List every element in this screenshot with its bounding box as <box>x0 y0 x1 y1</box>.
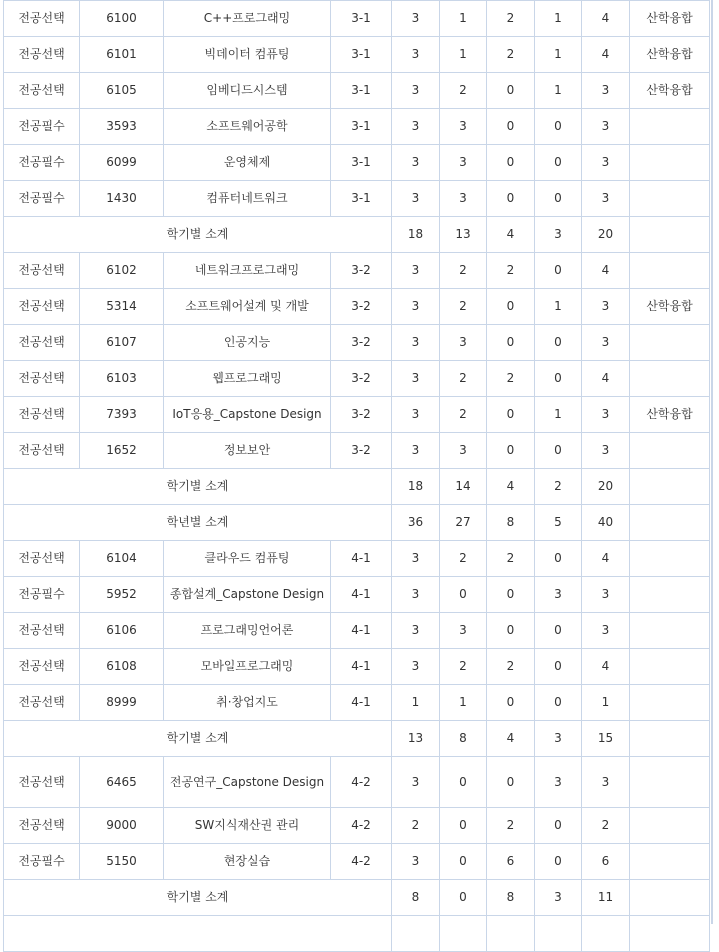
course-value-c4: 0 <box>535 253 582 289</box>
course-value-c5: 3 <box>582 181 630 217</box>
course-value-c2: 2 <box>440 649 487 685</box>
course-code: 6100 <box>80 1 164 37</box>
course-row <box>4 37 710 73</box>
course-type: 전공선택 <box>4 73 80 109</box>
course-value-c5: 3 <box>582 757 630 808</box>
course-term: 4-1 <box>331 613 392 649</box>
subtotal-value-c3: 8 <box>487 880 535 916</box>
course-name: SW지식재산권 관리 <box>164 808 331 844</box>
course-value-c2: 0 <box>440 844 487 880</box>
course-name: 정보보안 <box>164 433 331 469</box>
course-value-c2: 0 <box>440 757 487 808</box>
course-term: 3-2 <box>331 253 392 289</box>
course-value-c1: 3 <box>392 361 440 397</box>
course-term: 4-2 <box>331 844 392 880</box>
subtotal-row <box>4 721 710 757</box>
course-term: 3-1 <box>331 37 392 73</box>
course-value-c1: 3 <box>392 73 440 109</box>
course-value-c3: 2 <box>487 808 535 844</box>
course-value-c5: 4 <box>582 37 630 73</box>
course-value-c1: 3 <box>392 253 440 289</box>
course-row <box>4 73 710 109</box>
course-name: 전공연구_Capstone Design <box>164 757 331 808</box>
course-name: 임베디드시스템 <box>164 73 331 109</box>
subtotal-value-c2: 8 <box>440 721 487 757</box>
course-value-c5: 4 <box>582 541 630 577</box>
subtotal-label: 학년별 소계 <box>4 505 392 541</box>
course-value-c5: 3 <box>582 109 630 145</box>
course-value-c2: 3 <box>440 325 487 361</box>
subtotal-value-c3: 4 <box>487 469 535 505</box>
course-value-c2: 1 <box>440 1 487 37</box>
subtotal-value-c2: 0 <box>440 880 487 916</box>
subtotal-row <box>4 217 710 253</box>
course-name: 취·창업지도 <box>164 685 331 721</box>
course-value-c4: 0 <box>535 649 582 685</box>
course-value-c2: 0 <box>440 577 487 613</box>
subtotal-value-c4: 3 <box>535 721 582 757</box>
subtotal-value-c5: 11 <box>582 880 630 916</box>
course-name: 네트워크프로그래밍 <box>164 253 331 289</box>
course-value-c2: 3 <box>440 613 487 649</box>
course-term: 4-2 <box>331 757 392 808</box>
course-note: 산학융합 <box>630 73 710 109</box>
subtotal-value-c5: 15 <box>582 721 630 757</box>
course-value-c2: 1 <box>440 685 487 721</box>
course-type: 전공필수 <box>4 145 80 181</box>
course-value-c1: 3 <box>392 433 440 469</box>
course-value-c4: 0 <box>535 685 582 721</box>
course-term: 4-1 <box>331 685 392 721</box>
course-code: 1652 <box>80 433 164 469</box>
subtotal-note <box>630 469 710 505</box>
course-note: 산학융합 <box>630 397 710 433</box>
course-code: 6106 <box>80 613 164 649</box>
course-value-c2: 2 <box>440 361 487 397</box>
course-term: 3-2 <box>331 397 392 433</box>
subtotal-row <box>4 880 710 916</box>
course-value-c3: 0 <box>487 757 535 808</box>
course-code: 5952 <box>80 577 164 613</box>
course-value-c5: 3 <box>582 577 630 613</box>
course-value-c4: 0 <box>535 109 582 145</box>
course-value-c1: 3 <box>392 109 440 145</box>
subtotal-value-c1: 18 <box>392 217 440 253</box>
course-value-c5: 3 <box>582 433 630 469</box>
course-term: 4-1 <box>331 541 392 577</box>
course-value-c3: 0 <box>487 397 535 433</box>
course-type: 전공선택 <box>4 757 80 808</box>
course-value-c5: 3 <box>582 397 630 433</box>
curriculum-table <box>3 0 710 952</box>
course-value-c3: 0 <box>487 613 535 649</box>
curriculum-table-wrapper <box>3 0 709 952</box>
course-code: 6099 <box>80 145 164 181</box>
course-name: 종합설계_Capstone Design <box>164 577 331 613</box>
course-value-c1: 3 <box>392 649 440 685</box>
empty-cell <box>440 916 487 952</box>
course-term: 3-1 <box>331 109 392 145</box>
course-value-c2: 2 <box>440 541 487 577</box>
course-term: 3-2 <box>331 289 392 325</box>
course-row <box>4 649 710 685</box>
subtotal-value-c4: 3 <box>535 880 582 916</box>
course-value-c1: 3 <box>392 325 440 361</box>
course-name: 프로그래밍언어론 <box>164 613 331 649</box>
course-type: 전공선택 <box>4 1 80 37</box>
course-value-c2: 3 <box>440 433 487 469</box>
course-name: IoT응용_Capstone Design <box>164 397 331 433</box>
course-code: 7393 <box>80 397 164 433</box>
subtotal-value-c4: 5 <box>535 505 582 541</box>
course-value-c2: 3 <box>440 109 487 145</box>
course-term: 3-1 <box>331 145 392 181</box>
subtotal-value-c3: 4 <box>487 217 535 253</box>
course-value-c1: 3 <box>392 1 440 37</box>
course-type: 전공선택 <box>4 808 80 844</box>
subtotal-value-c1: 8 <box>392 880 440 916</box>
course-value-c5: 4 <box>582 361 630 397</box>
subtotal-label: 학기별 소계 <box>4 217 392 253</box>
course-value-c5: 3 <box>582 289 630 325</box>
empty-cell <box>535 916 582 952</box>
course-value-c4: 3 <box>535 577 582 613</box>
course-value-c1: 3 <box>392 613 440 649</box>
course-row <box>4 109 710 145</box>
course-note <box>630 577 710 613</box>
course-value-c5: 4 <box>582 1 630 37</box>
course-value-c1: 3 <box>392 541 440 577</box>
course-value-c3: 0 <box>487 73 535 109</box>
course-note <box>630 109 710 145</box>
course-name: 소프트웨어공학 <box>164 109 331 145</box>
course-type: 전공필수 <box>4 181 80 217</box>
course-value-c1: 3 <box>392 289 440 325</box>
course-value-c3: 0 <box>487 433 535 469</box>
course-note: 산학융합 <box>630 37 710 73</box>
course-type: 전공선택 <box>4 685 80 721</box>
course-type: 전공선택 <box>4 37 80 73</box>
course-term: 3-2 <box>331 361 392 397</box>
course-value-c4: 0 <box>535 181 582 217</box>
course-row <box>4 685 710 721</box>
course-value-c3: 6 <box>487 844 535 880</box>
subtotal-note <box>630 721 710 757</box>
course-name: 소프트웨어설계 및 개발 <box>164 289 331 325</box>
course-value-c4: 1 <box>535 73 582 109</box>
course-row <box>4 808 710 844</box>
course-code: 3593 <box>80 109 164 145</box>
course-name: 인공지능 <box>164 325 331 361</box>
subtotal-value-c1: 18 <box>392 469 440 505</box>
course-name: 빅데이터 컴퓨팅 <box>164 37 331 73</box>
subtotal-value-c5: 20 <box>582 469 630 505</box>
course-value-c4: 0 <box>535 361 582 397</box>
course-value-c2: 0 <box>440 808 487 844</box>
course-value-c5: 3 <box>582 325 630 361</box>
course-value-c1: 3 <box>392 145 440 181</box>
course-name: 모바일프로그래밍 <box>164 649 331 685</box>
course-row <box>4 289 710 325</box>
course-value-c4: 0 <box>535 145 582 181</box>
course-value-c5: 4 <box>582 253 630 289</box>
course-type: 전공선택 <box>4 289 80 325</box>
subtotal-value-c1: 13 <box>392 721 440 757</box>
course-term: 3-1 <box>331 1 392 37</box>
course-value-c4: 0 <box>535 613 582 649</box>
course-value-c4: 1 <box>535 289 582 325</box>
subtotal-value-c4: 2 <box>535 469 582 505</box>
course-value-c1: 2 <box>392 808 440 844</box>
course-value-c1: 3 <box>392 181 440 217</box>
course-type: 전공선택 <box>4 253 80 289</box>
course-note <box>630 685 710 721</box>
course-value-c5: 6 <box>582 844 630 880</box>
course-value-c3: 0 <box>487 109 535 145</box>
course-code: 6103 <box>80 361 164 397</box>
course-code: 8999 <box>80 685 164 721</box>
course-note <box>630 844 710 880</box>
course-value-c1: 3 <box>392 844 440 880</box>
course-term: 3-2 <box>331 325 392 361</box>
course-value-c1: 3 <box>392 757 440 808</box>
course-value-c5: 3 <box>582 145 630 181</box>
course-note: 산학융합 <box>630 289 710 325</box>
course-value-c5: 3 <box>582 613 630 649</box>
course-type: 전공선택 <box>4 397 80 433</box>
subtotal-row <box>4 469 710 505</box>
course-note <box>630 757 710 808</box>
course-code: 5314 <box>80 289 164 325</box>
course-value-c4: 0 <box>535 844 582 880</box>
course-name: 운영체제 <box>164 145 331 181</box>
empty-row <box>4 916 710 952</box>
subtotal-value-c5: 40 <box>582 505 630 541</box>
course-type: 전공선택 <box>4 541 80 577</box>
course-value-c4: 1 <box>535 397 582 433</box>
subtotal-value-c3: 4 <box>487 721 535 757</box>
subtotal-value-c2: 27 <box>440 505 487 541</box>
course-note <box>630 649 710 685</box>
course-type: 전공선택 <box>4 649 80 685</box>
course-row <box>4 844 710 880</box>
course-code: 6107 <box>80 325 164 361</box>
course-value-c4: 0 <box>535 541 582 577</box>
course-value-c5: 1 <box>582 685 630 721</box>
course-value-c4: 1 <box>535 1 582 37</box>
course-row <box>4 181 710 217</box>
course-value-c4: 0 <box>535 808 582 844</box>
course-note <box>630 433 710 469</box>
subtotal-label: 학기별 소계 <box>4 721 392 757</box>
course-value-c3: 0 <box>487 289 535 325</box>
course-value-c3: 0 <box>487 685 535 721</box>
course-value-c3: 0 <box>487 181 535 217</box>
course-code: 6104 <box>80 541 164 577</box>
course-value-c2: 2 <box>440 397 487 433</box>
course-term: 4-1 <box>331 649 392 685</box>
subtotal-note <box>630 217 710 253</box>
course-note <box>630 808 710 844</box>
course-name: C++프로그래밍 <box>164 1 331 37</box>
course-row <box>4 1 710 37</box>
empty-cell <box>487 916 535 952</box>
course-value-c5: 3 <box>582 73 630 109</box>
course-value-c2: 3 <box>440 181 487 217</box>
course-code: 6465 <box>80 757 164 808</box>
course-value-c3: 2 <box>487 649 535 685</box>
course-value-c4: 1 <box>535 37 582 73</box>
course-row <box>4 397 710 433</box>
course-value-c3: 0 <box>487 145 535 181</box>
course-note <box>630 361 710 397</box>
course-value-c4: 0 <box>535 325 582 361</box>
course-name: 웹프로그래밍 <box>164 361 331 397</box>
course-type: 전공필수 <box>4 109 80 145</box>
course-row <box>4 145 710 181</box>
course-note <box>630 325 710 361</box>
course-term: 4-2 <box>331 808 392 844</box>
course-note <box>630 613 710 649</box>
course-code: 6108 <box>80 649 164 685</box>
course-row <box>4 757 710 808</box>
course-value-c4: 0 <box>535 433 582 469</box>
right-border-line <box>711 0 713 924</box>
course-row <box>4 613 710 649</box>
course-value-c2: 3 <box>440 145 487 181</box>
course-type: 전공선택 <box>4 433 80 469</box>
course-name: 현장실습 <box>164 844 331 880</box>
course-term: 3-1 <box>331 73 392 109</box>
course-term: 4-1 <box>331 577 392 613</box>
course-note <box>630 253 710 289</box>
course-type: 전공필수 <box>4 844 80 880</box>
course-note <box>630 145 710 181</box>
course-row <box>4 433 710 469</box>
empty-cell <box>630 916 710 952</box>
course-value-c3: 2 <box>487 361 535 397</box>
course-value-c2: 1 <box>440 37 487 73</box>
course-note <box>630 181 710 217</box>
subtotal-row <box>4 505 710 541</box>
course-term: 3-2 <box>331 433 392 469</box>
course-value-c2: 2 <box>440 253 487 289</box>
course-note <box>630 541 710 577</box>
course-row <box>4 577 710 613</box>
empty-cell <box>4 916 392 952</box>
empty-cell <box>392 916 440 952</box>
course-value-c3: 0 <box>487 577 535 613</box>
course-row <box>4 253 710 289</box>
subtotal-label: 학기별 소계 <box>4 469 392 505</box>
course-name: 클라우드 컴퓨팅 <box>164 541 331 577</box>
course-value-c1: 3 <box>392 37 440 73</box>
course-value-c3: 2 <box>487 37 535 73</box>
subtotal-label: 학기별 소계 <box>4 880 392 916</box>
course-code: 1430 <box>80 181 164 217</box>
course-code: 5150 <box>80 844 164 880</box>
course-type: 전공필수 <box>4 577 80 613</box>
course-value-c3: 2 <box>487 253 535 289</box>
course-name: 컴퓨터네트워크 <box>164 181 331 217</box>
subtotal-note <box>630 880 710 916</box>
course-code: 6105 <box>80 73 164 109</box>
course-value-c3: 2 <box>487 1 535 37</box>
subtotal-value-c4: 3 <box>535 217 582 253</box>
course-type: 전공선택 <box>4 361 80 397</box>
course-value-c3: 0 <box>487 325 535 361</box>
course-value-c5: 4 <box>582 649 630 685</box>
course-value-c4: 3 <box>535 757 582 808</box>
subtotal-value-c2: 14 <box>440 469 487 505</box>
course-code: 6101 <box>80 37 164 73</box>
course-value-c1: 3 <box>392 577 440 613</box>
subtotal-value-c3: 8 <box>487 505 535 541</box>
course-code: 9000 <box>80 808 164 844</box>
subtotal-note <box>630 505 710 541</box>
subtotal-value-c5: 20 <box>582 217 630 253</box>
course-row <box>4 361 710 397</box>
course-row <box>4 325 710 361</box>
course-row <box>4 541 710 577</box>
course-term: 3-1 <box>331 181 392 217</box>
empty-cell <box>582 916 630 952</box>
course-type: 전공선택 <box>4 613 80 649</box>
subtotal-value-c2: 13 <box>440 217 487 253</box>
course-code: 6102 <box>80 253 164 289</box>
course-note: 산학융합 <box>630 1 710 37</box>
subtotal-value-c1: 36 <box>392 505 440 541</box>
course-value-c5: 2 <box>582 808 630 844</box>
course-value-c3: 2 <box>487 541 535 577</box>
course-value-c2: 2 <box>440 289 487 325</box>
course-value-c2: 2 <box>440 73 487 109</box>
course-value-c1: 1 <box>392 685 440 721</box>
course-value-c1: 3 <box>392 397 440 433</box>
course-type: 전공선택 <box>4 325 80 361</box>
